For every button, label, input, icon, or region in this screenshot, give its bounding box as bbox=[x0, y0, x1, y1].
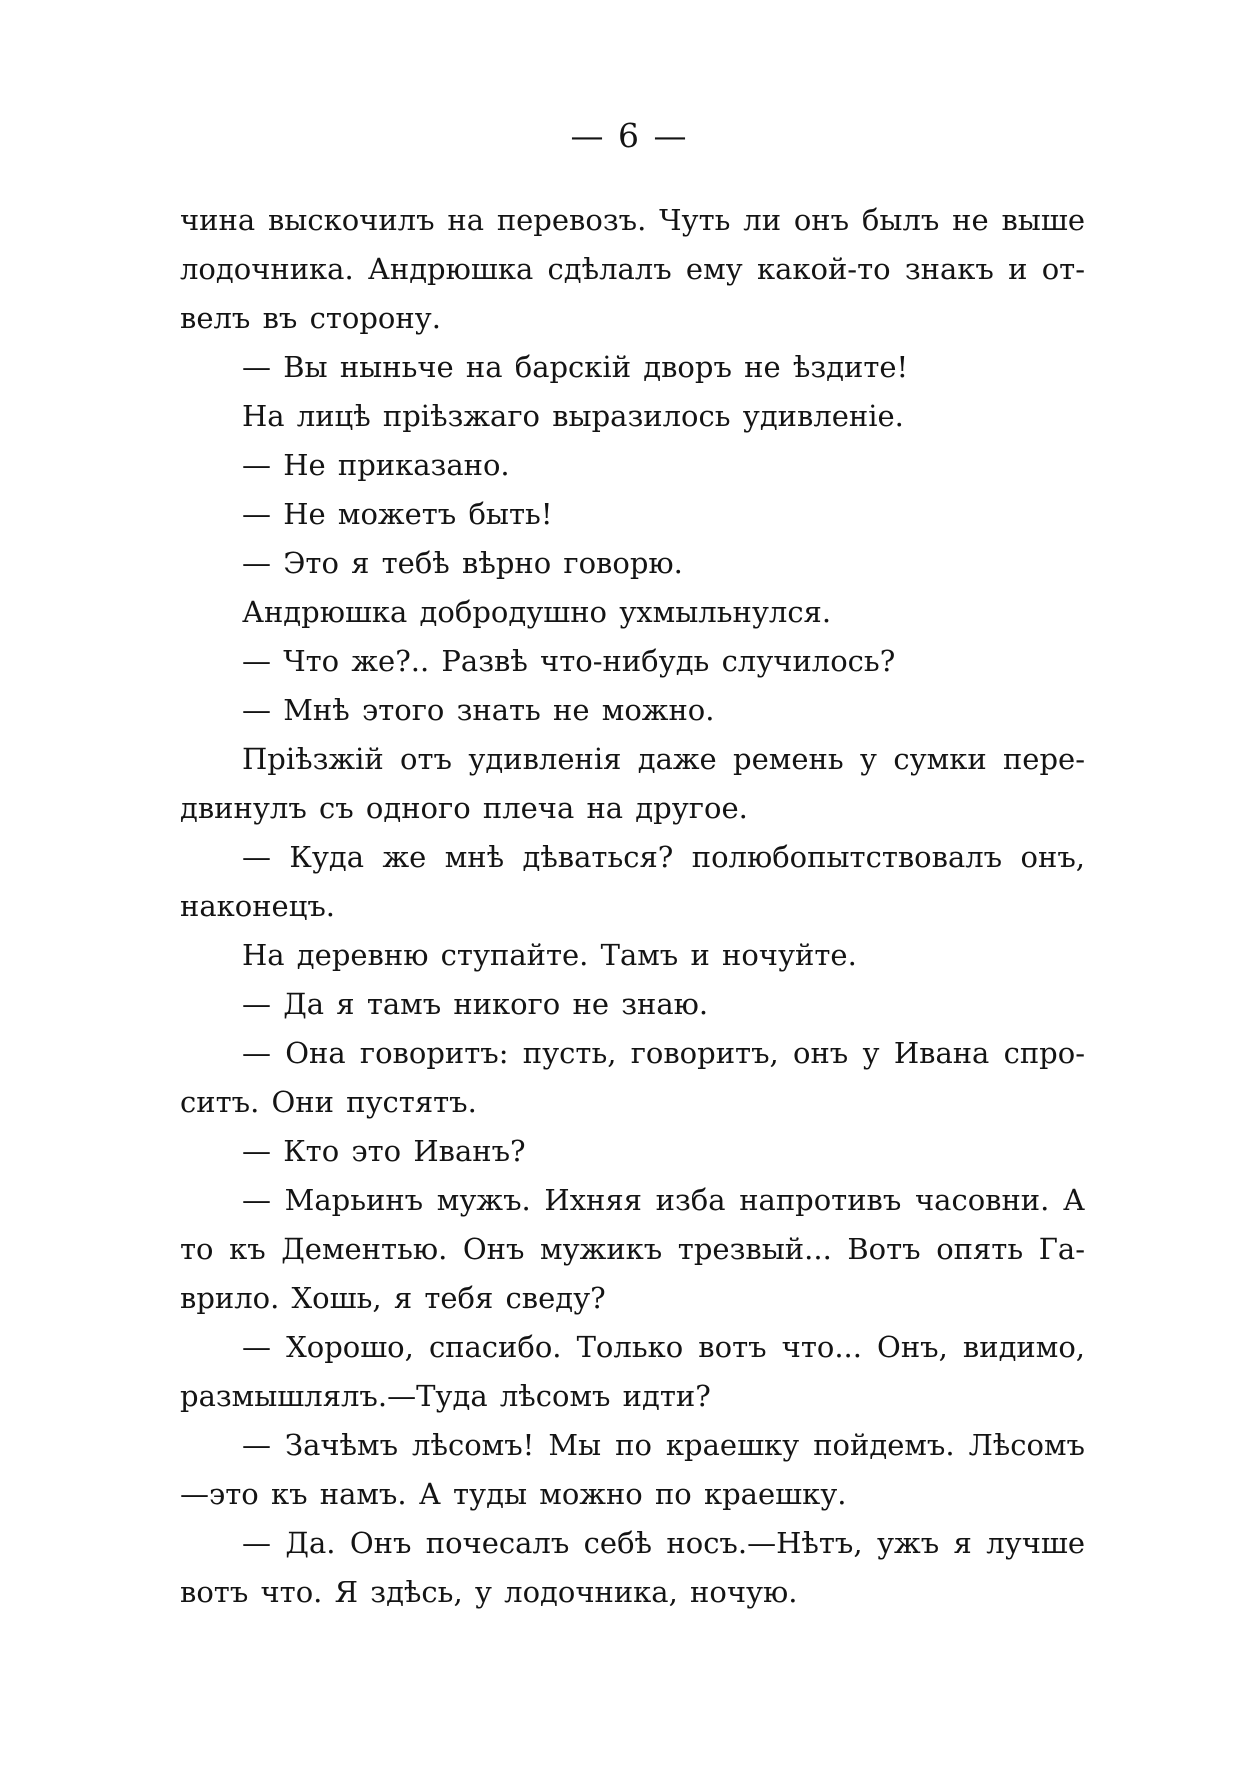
page-text bbox=[180, 196, 1085, 1617]
text-line: Андрюшка добродушно ухмыльнулся. bbox=[242, 595, 832, 629]
text-line: врило. Хошь, я тебя сведу? bbox=[180, 1281, 606, 1315]
text-line: велъ въ сторону. bbox=[180, 301, 441, 335]
text-line: — Куда же мнѣ дѣваться? полюбопытствовалъ онъ, bbox=[242, 840, 1085, 874]
text-line: наконецъ. bbox=[180, 889, 336, 923]
text-line: — Да. Онъ почесалъ себѣ носъ.—Нѣтъ, ужъ я лучше bbox=[242, 1526, 1085, 1560]
text-line: — Да я тамъ никого не знаю. bbox=[242, 987, 709, 1021]
text-line: — Это я тебѣ вѣрно говорю. bbox=[242, 546, 683, 580]
text-line: — Кто это Иванъ? bbox=[242, 1134, 526, 1168]
text-line: Пріѣзжій отъ удивленія даже ремень у сумки пере- bbox=[242, 742, 1085, 776]
text-line: На деревню ступайте. Тамъ и ночуйте. bbox=[242, 938, 857, 972]
text-line: — Вы ныньче на барскій дворъ не ѣздите! bbox=[242, 350, 909, 384]
text-line: — Она говоритъ: пусть, говоритъ, онъ у Ивана спро- bbox=[242, 1036, 1085, 1070]
text-line: размышлялъ.—Туда лѣсомъ идти? bbox=[180, 1379, 711, 1413]
text-line: — Зачѣмъ лѣсомъ! Мы по краешку пойдемъ. Лѣсомъ bbox=[242, 1428, 1085, 1462]
text-line: — Хорошо, спасибо. Только вотъ что... Онъ, видимо, bbox=[242, 1330, 1085, 1364]
page-number: — 6 — bbox=[570, 116, 689, 155]
text-line: — Не можетъ быть! bbox=[242, 497, 553, 531]
text-line: ситъ. Они пустятъ. bbox=[180, 1085, 477, 1119]
text-line: — Мнѣ этого знать не можно. bbox=[242, 693, 715, 727]
text-line: чина выскочилъ на перевозъ. Чуть ли онъ былъ не выше bbox=[180, 203, 1085, 237]
text-line: — Марьинъ мужъ. Ихняя изба напротивъ часовни. А bbox=[242, 1183, 1085, 1217]
text-line: двинулъ съ одного плеча на другое. bbox=[180, 791, 748, 825]
text-line: —это къ намъ. А туды можно по краешку. bbox=[180, 1477, 847, 1511]
text-line: лодочника. Андрюшка сдѣлалъ ему какой-то знакъ и от- bbox=[180, 252, 1085, 286]
text-line: — Что же?.. Развѣ что-нибудь случилось? bbox=[242, 644, 896, 678]
text-line: вотъ что. Я здѣсь, у лодочника, ночую. bbox=[180, 1575, 798, 1609]
text-line: то къ Дементью. Онъ мужикъ трезвый... Вотъ опять Га- bbox=[180, 1232, 1085, 1266]
text-line: На лицѣ пріѣзжаго выразилось удивленіе. bbox=[242, 399, 904, 433]
text-line: — Не приказано. bbox=[242, 448, 510, 482]
